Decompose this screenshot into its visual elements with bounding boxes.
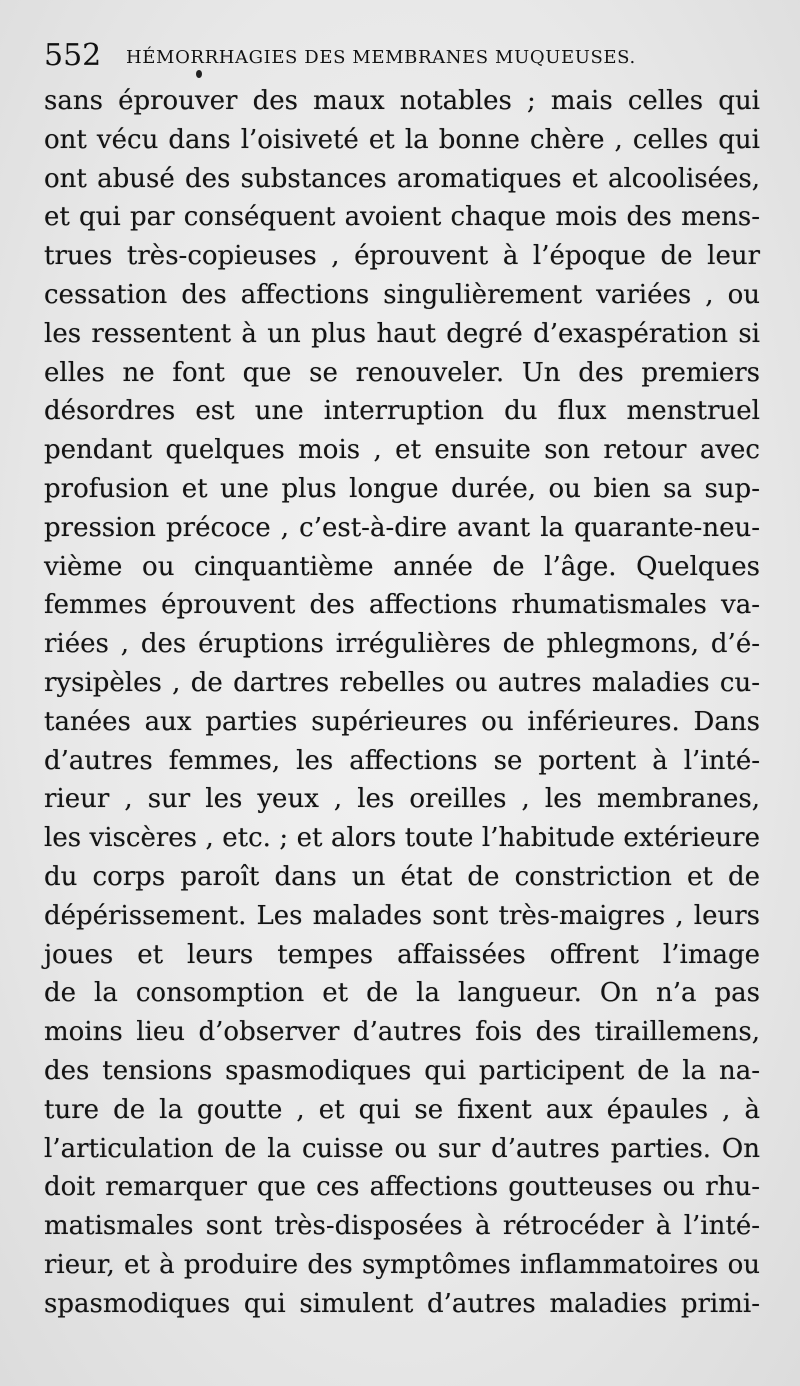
running-title: HÉMORRHAGIES DES MEMBRANES MUQUEUSES. bbox=[126, 47, 636, 68]
text-line: elles ne font que se renouveler. Un des premiers bbox=[44, 357, 760, 388]
text-line: riées , des éruptions irrégulières de phlegmons, d’é- bbox=[44, 629, 760, 660]
page-header bbox=[44, 34, 744, 78]
text-line: rieur, et à produire des symptômes inflammatoires ou bbox=[44, 1249, 760, 1280]
text-line: joues et leurs tempes affaissées offrent l’image bbox=[44, 939, 760, 970]
text-line: spasmodiques qui simulent d’autres maladies primi- bbox=[44, 1288, 760, 1319]
text-line: des tensions spasmodiques qui participent de la na- bbox=[44, 1055, 760, 1086]
text-line: pendant quelques mois , et ensuite son retour avec bbox=[44, 435, 760, 466]
ink-spot bbox=[196, 70, 202, 78]
text-line: tanées aux parties supérieures ou inférieures. Dans bbox=[44, 706, 760, 737]
text-line: et qui par conséquent avoient chaque mois des mens- bbox=[44, 202, 760, 233]
text-line: cessation des affections singulièrement variées , ou bbox=[44, 279, 760, 310]
text-line: moins lieu d’observer d’autres fois des tiraillemens, bbox=[44, 1017, 760, 1048]
page-number: 552 bbox=[44, 38, 102, 73]
text-line: ont abusé des substances aromatiques et alcoolisées, bbox=[44, 163, 760, 194]
text-line: femmes éprouvent des affections rhumatismales va- bbox=[44, 590, 760, 621]
text-line: rieur , sur les yeux , les oreilles , les membranes, bbox=[44, 784, 760, 815]
text-line: les viscères , etc. ; et alors toute l’habitude extérieure bbox=[44, 823, 760, 854]
body-text bbox=[44, 82, 760, 1324]
text-line: trues très-copieuses , éprouvent à l’époque de leur bbox=[44, 241, 760, 272]
text-line: profusion et une plus longue durée, ou bien sa sup- bbox=[44, 473, 760, 504]
text-line: les ressentent à un plus haut degré d’exaspération si bbox=[44, 318, 760, 349]
text-line: l’articulation de la cuisse ou sur d’autres parties. On bbox=[44, 1133, 760, 1164]
text-line: rysipèles , de dartres rebelles ou autres maladies cu- bbox=[44, 667, 760, 698]
text-line: de la consomption et de la langueur. On n’a pas bbox=[44, 978, 760, 1009]
text-line: doit remarquer que ces affections goutteuses ou rhu- bbox=[44, 1172, 760, 1203]
text-line: dépérissement. Les malades sont très-maigres , leurs bbox=[44, 900, 760, 931]
text-line: matismales sont très-disposées à rétrocéder à l’inté- bbox=[44, 1211, 760, 1242]
text-line: d’autres femmes, les affections se portent à l’inté- bbox=[44, 745, 760, 776]
text-line: sans éprouver des maux notables ; mais celles qui bbox=[44, 86, 760, 116]
text-line: du corps paroît dans un état de constriction et de bbox=[44, 861, 760, 892]
text-line: vième ou cinquantième année de l’âge. Quelques bbox=[44, 551, 760, 582]
text-line: pression précoce , c’est-à-dire avant la quarante-neu- bbox=[44, 512, 760, 543]
text-line: ont vécu dans l’oisiveté et la bonne chère , celles qui bbox=[44, 124, 760, 155]
text-line: ture de la goutte , et qui se fixent aux épaules , à bbox=[44, 1094, 760, 1125]
text-line: désordres est une interruption du flux menstruel bbox=[44, 396, 760, 427]
